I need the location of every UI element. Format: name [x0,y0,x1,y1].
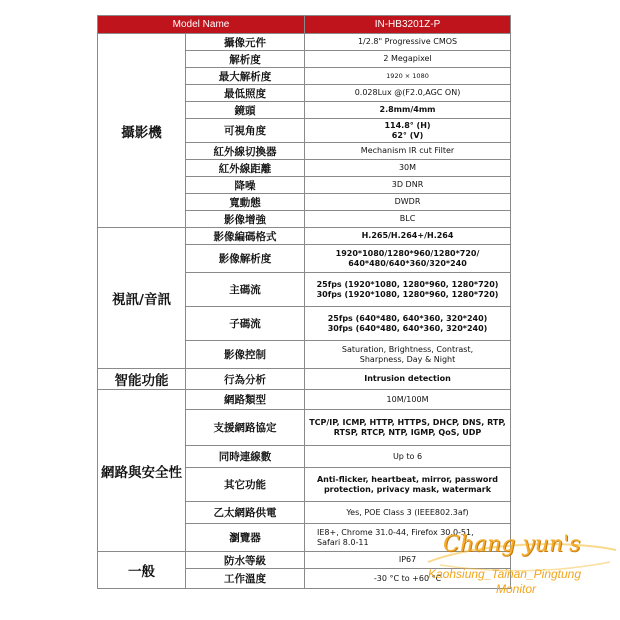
feature-value: BLC [305,211,511,228]
feature-label: 影像編碼格式 [186,228,305,245]
feature-label: 行為分析 [186,369,305,390]
feature-label: 影像控制 [186,341,305,369]
watermark-region: Kaohsiung_Tainan_Pingtung [428,567,582,581]
category-general: 一般 [98,552,186,589]
feature-label: 網路類型 [186,390,305,410]
feature-label: 最大解析度 [186,68,305,85]
feature-label: 防水等級 [186,552,305,569]
spec-row [98,228,511,245]
brand-watermark [420,532,620,612]
feature-value: 10M/100M [305,390,511,410]
header-row [98,16,511,34]
feature-value: 3D DNR [305,177,511,194]
feature-value: 114.8° (H) 62° (V) [305,119,511,143]
feature-value: 1920*1080/1280*960/1280*720/ 640*480/640*360/320*240 [305,245,511,273]
feature-label: 攝像元件 [186,34,305,51]
feature-label: 乙太網路供電 [186,502,305,524]
feature-value: 25fps (640*480, 640*360, 320*240) 30fps (640*480, 640*360, 320*240) [305,307,511,341]
feature-label: 工作溫度 [186,569,305,589]
feature-label: 降噪 [186,177,305,194]
watermark-tagline: Monitor [496,582,537,596]
feature-value: 2.8mm/4mm [305,102,511,119]
feature-value: IP67 [305,552,511,569]
feature-value: -30 °C to +60 °C [305,569,511,589]
feature-value: TCP/IP, ICMP, HTTP, HTTPS, DHCP, DNS, RTP, RTSP, RTCP, NTP, IGMP, QoS, UDP [305,410,511,446]
feature-label: 最低照度 [186,85,305,102]
spec-table [97,15,511,589]
feature-label: 主碼流 [186,273,305,307]
feature-value: DWDR [305,194,511,211]
feature-label: 子碼流 [186,307,305,341]
feature-label: 紅外線切換器 [186,143,305,160]
category-video-audio: 視訊/音訊 [98,228,186,369]
feature-value: Anti-flicker, heartbeat, mirror, password protection, privacy mask, watermark [305,468,511,502]
feature-label: 影像解析度 [186,245,305,273]
feature-value: Yes, POE Class 3 (IEEE802.3af) [305,502,511,524]
feature-value: 25fps (1920*1080, 1280*960, 1280*720) 30fps (1920*1080, 1280*960, 1280*720) [305,273,511,307]
feature-value: 30M [305,160,511,177]
feature-label: 影像增強 [186,211,305,228]
feature-value: 2 Megapixel [305,51,511,68]
feature-value: 1/2.8" Progressive CMOS [305,34,511,51]
feature-value: Up to 6 [305,446,511,468]
category-camera: 攝影機 [98,34,186,228]
feature-label: 鏡頭 [186,102,305,119]
watermark-brand: Chang yun's [443,532,581,557]
feature-value: 1920 × 1080 [305,68,511,85]
feature-value: 0.028Lux @(F2.0,AGC ON) [305,85,511,102]
feature-label: 解析度 [186,51,305,68]
spec-row [98,34,511,51]
feature-value: Saturation, Brightness, Contrast, Sharpness, Day & Night [305,341,511,369]
feature-label: 可視角度 [186,119,305,143]
feature-value: Mechanism IR cut Filter [305,143,511,160]
category-network-security: 網路與安全性 [98,390,186,552]
feature-label: 寬動態 [186,194,305,211]
feature-label: 支援網路協定 [186,410,305,446]
spec-row [98,369,511,390]
feature-label: 同時連線數 [186,446,305,468]
category-smart: 智能功能 [98,369,186,390]
feature-value: H.265/H.264+/H.264 [305,228,511,245]
feature-value: Intrusion detection [305,369,511,390]
spec-row [98,390,511,410]
feature-label: 瀏覽器 [186,524,305,552]
feature-label: 紅外線距離 [186,160,305,177]
header-label: Model Name [98,16,305,34]
header-model: IN-HB3201Z-P [305,16,511,34]
feature-label: 其它功能 [186,468,305,502]
feature-value: IE8+, Chrome 31.0-44, Firefox 30.0-51, Safari 8.0-11 [305,524,511,552]
